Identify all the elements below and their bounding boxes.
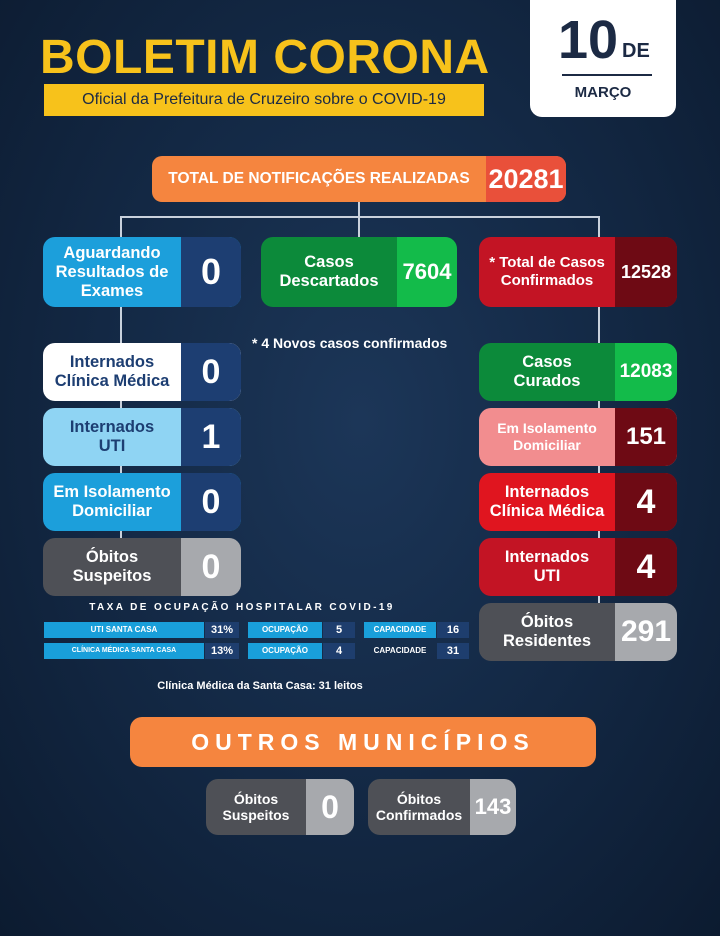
confirmado-isolamento-label: Em Isolamento Domiciliar <box>497 420 597 453</box>
total-casos-confirmados-label: * Total de Casos Confirmados <box>489 254 605 289</box>
obitos-residentes-label: Óbitos Residentes <box>502 613 592 650</box>
ocupacao-value: 4 <box>323 643 355 659</box>
outros-obitos-confirmados-value: 143 <box>470 779 516 835</box>
ocupacao-row-rate: 31% <box>205 622 239 638</box>
date-day: 10 <box>558 10 619 70</box>
connector-line <box>120 216 600 218</box>
confirmado-isolamento <box>479 408 677 466</box>
suspeito-isolamento <box>43 473 241 531</box>
confirmado-internados-clinica <box>479 473 677 531</box>
confirmado-internados-uti <box>479 538 677 596</box>
ocupacao-label: OCUPAÇÃO <box>248 643 322 659</box>
obitos-suspeitos-label: Óbitos Suspeitos <box>72 548 152 585</box>
novos-casos-note: * 4 Novos casos confirmados <box>252 335 448 351</box>
obitos-residentes <box>479 603 677 661</box>
date-de: DE <box>622 40 650 62</box>
total-casos-confirmados-value: 12528 <box>615 237 677 307</box>
suspeito-internados-clinica-value: 0 <box>181 343 241 401</box>
obitos-suspeitos <box>43 538 241 596</box>
total-notifications-value: 20281 <box>486 156 566 202</box>
ocupacao-row-name: CLÍNICA MÉDICA SANTA CASA <box>44 643 204 659</box>
ocupacao-value: 5 <box>323 622 355 638</box>
aguardando-resultados-label: Aguardando Resultados de Exames <box>55 243 169 300</box>
capacidade-label: CAPACIDADE <box>373 646 427 655</box>
casos-descartados-label: Casos Descartados <box>279 253 379 290</box>
suspeito-internados-clinica-label: Internados Clínica Médica <box>54 353 170 390</box>
casos-curados-label: Casos Curados <box>513 353 581 390</box>
casos-curados-value: 12083 <box>615 343 677 401</box>
confirmado-isolamento-value: 151 <box>615 408 677 466</box>
total-notifications <box>152 156 566 202</box>
aguardando-resultados <box>43 237 241 307</box>
total-notifications-label: TOTAL DE NOTIFICAÇÕES REALIZADAS <box>168 170 470 187</box>
suspeito-isolamento-label: Em Isolamento Domiciliar <box>53 483 171 520</box>
outros-obitos-suspeitos-label: Óbitos Suspeitos <box>222 791 290 823</box>
ocupacao-row-name: UTI SANTA CASA <box>44 622 204 638</box>
confirmado-internados-clinica-label: Internados Clínica Médica <box>489 483 605 520</box>
capacidade-label: CAPACIDADE <box>364 622 436 638</box>
santa-casa-footnote: Clínica Médica da Santa Casa: 31 leitos <box>157 680 363 692</box>
confirmado-internados-clinica-value: 4 <box>615 473 677 531</box>
ocupacao-label: OCUPAÇÃO <box>248 622 322 638</box>
casos-curados <box>479 343 677 401</box>
outros-obitos-suspeitos <box>206 779 354 835</box>
suspeito-isolamento-value: 0 <box>181 473 241 531</box>
ocupacao-title: TAXA DE OCUPAÇÃO HOSPITALAR COVID-19 <box>89 602 395 613</box>
confirmado-internados-uti-value: 4 <box>615 538 677 596</box>
casos-descartados <box>261 237 457 307</box>
aguardando-resultados-value: 0 <box>181 237 241 307</box>
confirmado-internados-uti-label: Internados UTI <box>504 548 590 585</box>
outros-obitos-confirmados <box>368 779 516 835</box>
obitos-suspeitos-value: 0 <box>181 538 241 596</box>
bulletin-title: BOLETIM CORONA <box>40 31 490 84</box>
ocupacao-row-rate: 13% <box>205 643 239 659</box>
date-badge <box>530 0 676 117</box>
outros-municipios-title: OUTROS MUNICÍPIOS <box>130 717 596 767</box>
casos-descartados-value: 7604 <box>397 237 457 307</box>
outros-obitos-confirmados-label: Óbitos Confirmados <box>375 791 463 823</box>
suspeito-internados-uti-value: 1 <box>181 408 241 466</box>
capacidade-value: 16 <box>437 622 469 638</box>
suspeito-internados-uti <box>43 408 241 466</box>
suspeito-internados-clinica <box>43 343 241 401</box>
total-casos-confirmados <box>479 237 677 307</box>
suspeito-internados-uti-label: Internados UTI <box>69 418 155 455</box>
date-divider <box>562 74 652 76</box>
capacidade-value: 31 <box>437 643 469 659</box>
obitos-residentes-value: 291 <box>615 603 677 661</box>
date-month: MARÇO <box>574 84 632 101</box>
bulletin-subtitle: Oficial da Prefeitura de Cruzeiro sobre o COVID-19 <box>44 84 484 116</box>
outros-obitos-suspeitos-value: 0 <box>306 779 354 835</box>
